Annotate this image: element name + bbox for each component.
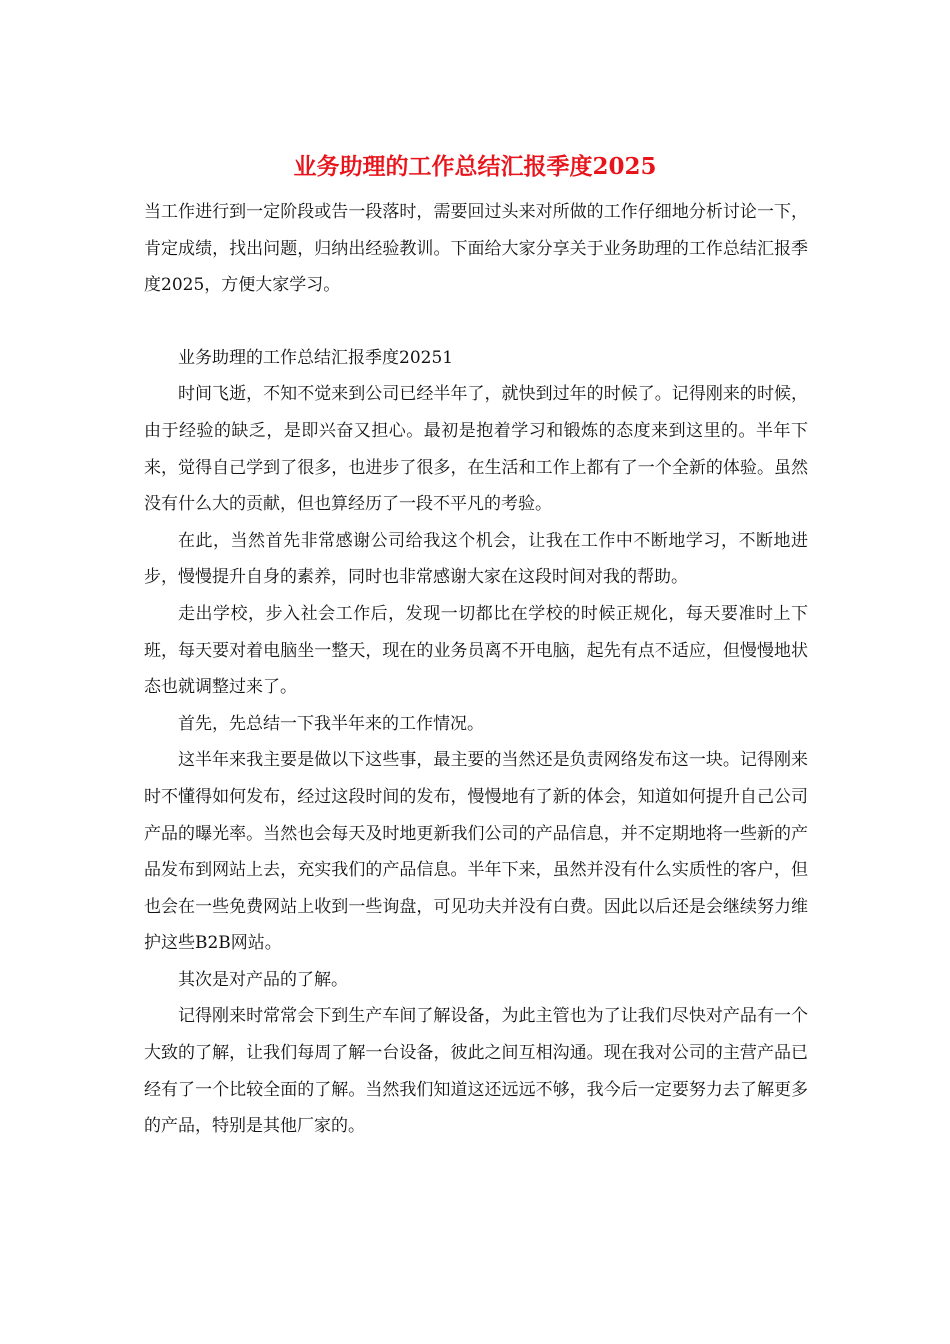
body-paragraph: 其次是对产品的了解。 [178, 969, 348, 990]
body-paragraph: 在此，当然首先非常感谢公司给我这个机会，让我在工作中不断地学习，不断地进步，慢慢提升自身的素养，同时也非常感谢大家在这段时间对我的帮助。 [144, 530, 808, 588]
body-paragraph: 记得刚来时常常会下到生产车间了解设备，为此主管也为了让我们尽快对产品有一个大致的了解，让我们每周了解一台设备，彼此之间互相沟通。现在我对公司的主营产品已经有了一个比较全面的了解。当然我们知道这还远远不够，我今后一定要努力去了解更多的产品，特别是其他厂家的。 [144, 1006, 808, 1137]
section-heading: 业务助理的工作总结汇报季度20251 [178, 347, 454, 368]
body-paragraph: 这半年来我主要是做以下这些事，最主要的当然还是负责网络发布这一块。记得刚来时不懂得如何发布，经过这段时间的发布，慢慢地有了新的体会，知道如何提升自己公司产品的曝光率。当然也会每天及时地更新我们公司的产品信息，并不定期地将一些新的产品发布到网站上去，充实我们的产品信息。半年下来，虽然并没有什么实质性的客户，但也会在一些免费网站上收到一些询盘，可见功夫并没有白费。因此以后还是会继续努力维护这些B2B网站。 [144, 750, 808, 954]
body-paragraph: 首先，先总结一下我半年来的工作情况。 [178, 713, 484, 734]
body-paragraph: 时间飞逝，不知不觉来到公司已经半年了，就快到过年的时候了。记得刚来的时候，由于经验的缺乏，是即兴奋又担心。最初是抱着学习和锻炼的态度来到这里的。半年下来，觉得自己学到了很多，也进步了很多，在生活和工作上都有了一个全新的体验。虽然没有什么大的贡献，但也算经历了一段不平凡的考验。 [144, 384, 808, 515]
document-title: 业务助理的工作总结汇报季度2025 [293, 153, 657, 180]
intro-paragraph: 当工作进行到一定阶段或告一段落时，需要回过头来对所做的工作仔细地分析讨论一下，肯定成绩，找出问题，归纳出经验教训。下面给大家分享关于业务助理的工作总结汇报季度2025，方便大家学习。 [144, 202, 808, 296]
body-paragraph: 走出学校，步入社会工作后，发现一切都比在学校的时候正规化，每天要准时上下班，每天要对着电脑坐一整天，现在的业务员离不开电脑，起先有点不适应，但慢慢地状态也就调整过来了。 [144, 603, 808, 698]
document-body [144, 194, 808, 1145]
